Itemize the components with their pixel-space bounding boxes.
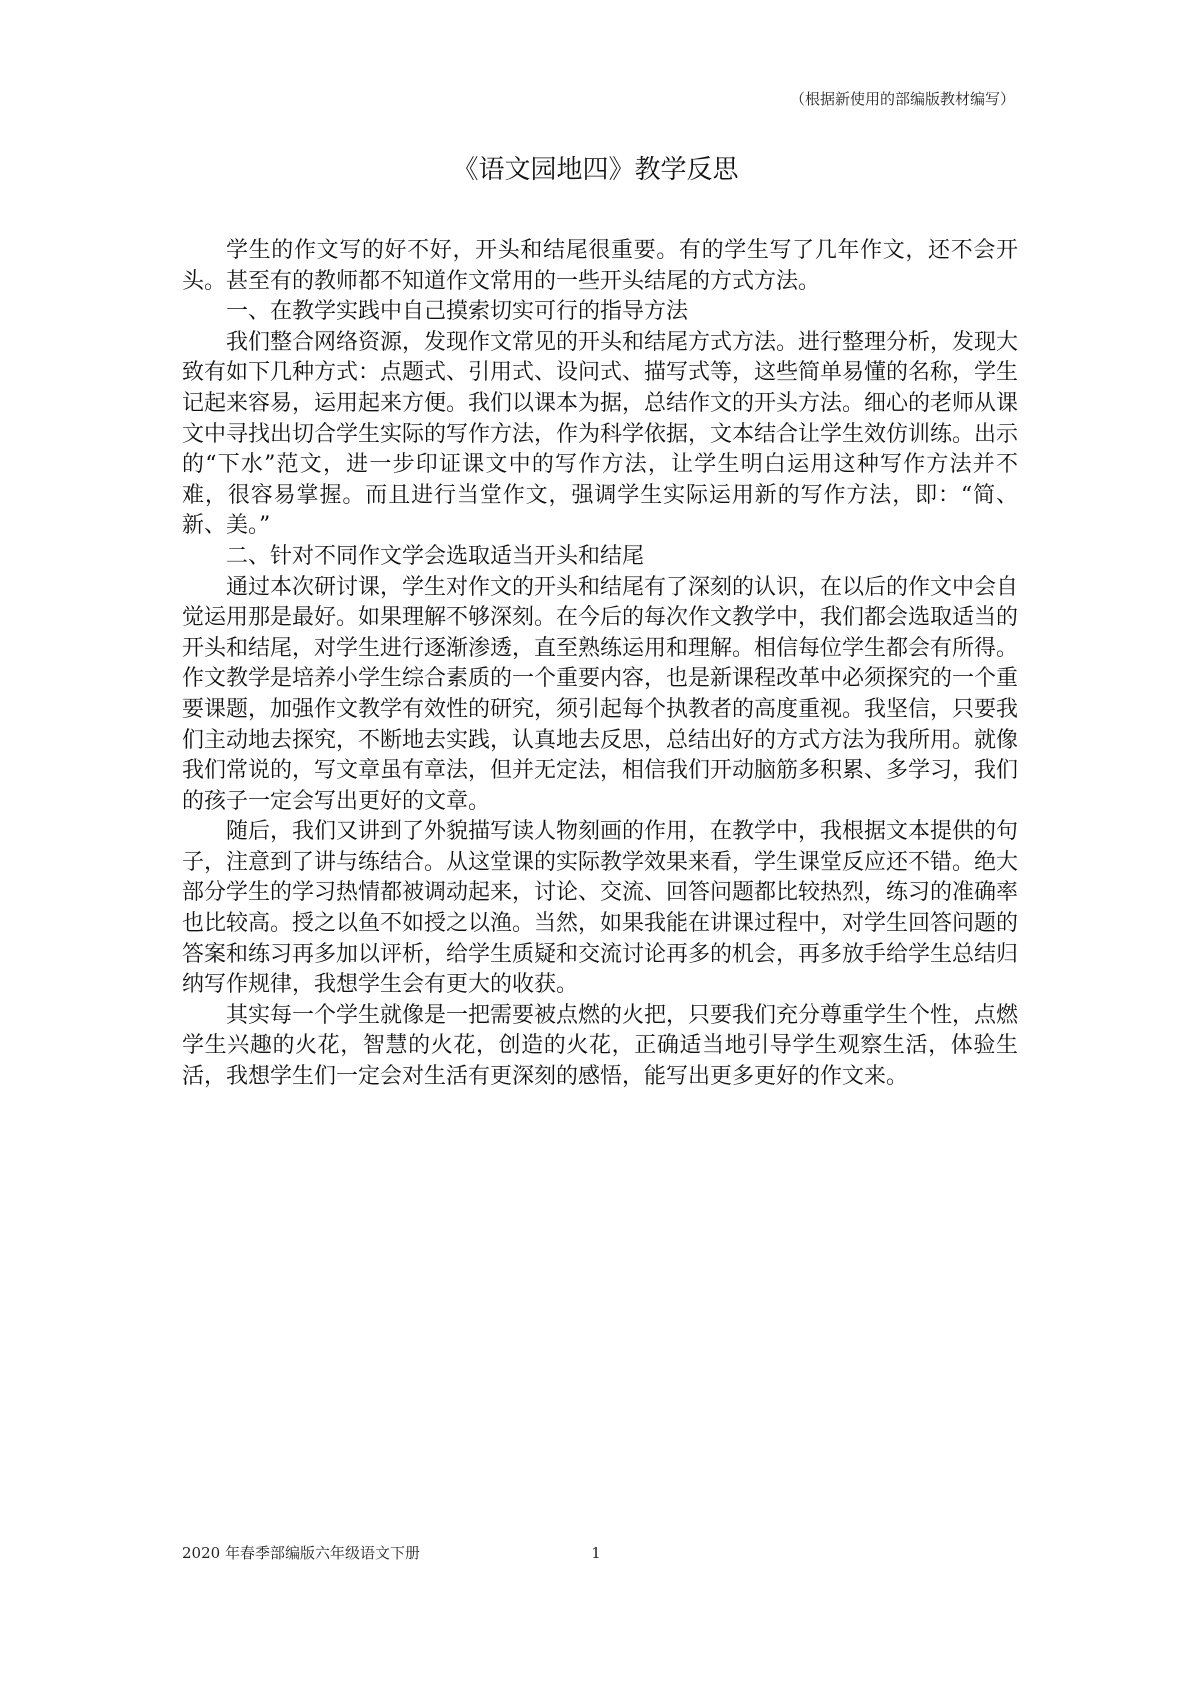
section-heading-2: 二、针对不同作文学会选取适当开头和结尾	[226, 543, 645, 569]
section-heading-1: 一、在教学实践中自己摸索切实可行的指导方法	[226, 299, 689, 325]
paragraph-practice: 随后，我们又讲到了外貌描写读人物刻画的作用，在教学中，我根据文本提供的句子，注意到了讲与练结合。从这堂课的实际教学效果来看，学生课堂反应还不错。绝大部分学生的学习热情都被调动起来，讨论、交流、回答问题都比较热烈，练习的准确率也比较高。授之以鱼不如授之以渔。当然，如果我能在讲课过程中，对学生回答问题的答案和练习再多加以评析，给学生质疑和交流讨论再多的机会，再多放手给学生总结归纳写作规律，我想学生会有更大的收获。	[182, 819, 1019, 998]
paragraph-method: 我们整合网络资源，发现作文常见的开头和结尾方式方法。进行整理分析，发现大致有如下几种方式：点题式、引用式、设问式、描写式等，这些简单易懂的名称，学生记起来容易，运用起来方便。我们以课本为据，总结作文的开头方法。细心的老师从课文中寻找出切合学生实际的写作方法，作为科学依据，文本结合让学生效仿训练。出示的“下水”范文，进一步印证课文中的写作方法，让学生明白运用这种写作方法并不难，很容易掌握。而且进行当堂作文，强调学生实际运用新的写作方法，即：“简、新、美。”	[182, 329, 1019, 539]
paragraph-conclusion: 其实每一个学生就像是一把需要被点燃的火把，只要我们充分尊重学生个性，点燃学生兴趣的火花，智慧的火花，创造的火花，正确适当地引导学生观察生活，体验生活，我想学生们一定会对生活有更深刻的感悟，能写出更多更好的作文来。	[182, 1002, 1019, 1090]
header-note: （根据新使用的部编版教材编写）	[789, 90, 1015, 108]
page-number: 1	[591, 1544, 601, 1562]
document-body	[182, 236, 1018, 1093]
paragraph-reflection: 通过本次研讨课，学生对作文的开头和结尾有了深刻的认识，在以后的作文中会自觉运用那是最好。如果理解不够深刻。在今后的每次作文教学中，我们都会选取适当的开头和结尾，对学生进行逐渐渗透，直至熟练运用和理解。相信每位学生都会有所得。作文教学是培养小学生综合素质的一个重要内容，也是新课程改革中必须探究的一个重要课题，加强作文教学有效性的研究，须引起每个执教者的高度重视。我坚信，只要我们主动地去探究，不断地去实践，认真地去反思，总结出好的方式方法为我所用。就像我们常说的，写文章虽有章法，但并无定法，相信我们开动脑筋多积累、多学习，我们的孩子一定会写出更好的文章。	[182, 574, 1019, 814]
document-title: 《语文园地四》教学反思	[452, 155, 739, 185]
footer-text: 2020 年春季部编版六年级语文下册	[182, 1544, 420, 1562]
paragraph-intro: 学生的作文写的好不好，开头和结尾很重要。有的学生写了几年作文，还不会开头。甚至有的教师都不知道作文常用的一些开头结尾的方式方法。	[182, 238, 1018, 294]
